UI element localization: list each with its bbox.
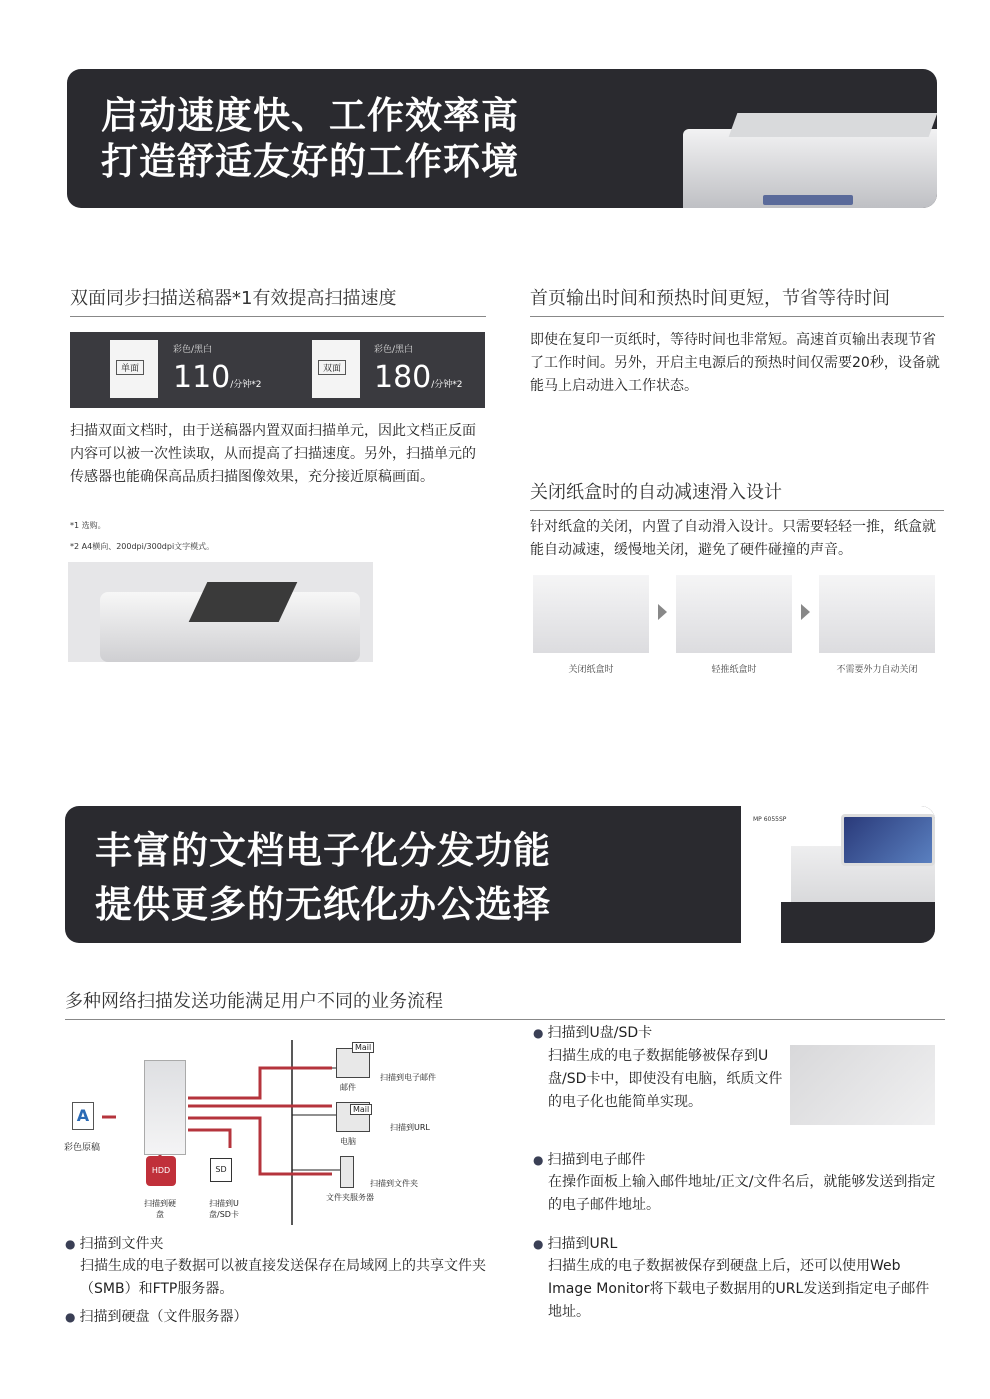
network-title: 多种网络扫描发送功能满足用户不同的业务流程 <box>65 987 945 1020</box>
scan-title: 双面同步扫描送稿器*1有效提高扫描速度 <box>70 284 486 317</box>
server-label: 文件夹服务器 <box>326 1193 374 1202</box>
doc-single-label: 单面 <box>116 360 144 375</box>
pc2-label: 电脑 <box>340 1137 356 1146</box>
original-letter: A <box>76 1106 90 1125</box>
tray-photo-2 <box>676 575 792 653</box>
scan-diagram <box>60 1030 500 1230</box>
doc-double-label: 双面 <box>318 360 346 375</box>
usb-photo <box>790 1045 935 1125</box>
speed-value-2: 180 <box>374 360 432 395</box>
tray-caption-2: 轻推纸盒时 <box>711 665 757 675</box>
banner-title-line2: 打造舒适友好的工作环境 <box>101 140 519 183</box>
tray-photo-1 <box>533 575 649 653</box>
tray-title: 关闭纸盒时的自动减速滑入设计 <box>530 478 944 511</box>
arrow1-label: 扫描到电子邮件 <box>380 1073 436 1082</box>
banner2-title-line2: 提供更多的无纸化办公选择 <box>95 883 551 926</box>
original-label: 彩色原稿 <box>64 1143 101 1153</box>
server-icon <box>340 1156 354 1188</box>
tray-caption-1: 关闭纸盒时 <box>568 665 614 675</box>
tray-arrow-1 <box>658 604 667 620</box>
arrow3-label: 扫描到文件夹 <box>370 1179 418 1188</box>
banner2-title-line1: 丰富的文档电子化分发功能 <box>95 829 551 872</box>
url-title: ● 扫描到URL <box>533 1233 617 1253</box>
folder-body: 扫描生成的电子数据可以被直接发送保存在局域网上的共享文件夹（SMB）和FTP服务器。 <box>80 1258 486 1297</box>
firstpage-title: 首页输出时间和预热时间更短，节省等待时间 <box>530 284 944 317</box>
url-body: 扫描生成的电子数据被保存到硬盘上后，还可以使用Web Image Monitor将下载电子数据用的URL发送到指定电子邮件地址。 <box>548 1258 930 1320</box>
speed-180 <box>374 360 463 395</box>
sd-text: SD <box>215 1165 227 1174</box>
scan-body: 扫描双面文档时，由于送稿器内置双面扫描单元，因此文档正反面内容可以被一次性读取，从而提高了扫描速度。另外，扫描单元的传感器也能确保高品质扫描图像效果，充分接近原稿画面。 <box>70 423 476 485</box>
adf-photo <box>68 562 373 662</box>
copier-image-2 <box>741 806 935 943</box>
banner-distribution <box>65 806 935 943</box>
speed-unit-2: /分钟*2 <box>431 380 463 390</box>
speed-value-1: 110 <box>173 360 231 395</box>
doc-icon-double <box>312 340 360 398</box>
hdd-title: ● 扫描到硬盘（文件服务器） <box>65 1306 247 1326</box>
to-hdd-label: 扫描到硬盘 <box>144 1199 176 1219</box>
tray-body: 针对纸盒的关闭，内置了自动滑入设计。只需要轻轻一推，纸盒就能自动减速，缓慢地关闭，避免了硬件碰撞的声音。 <box>530 519 936 558</box>
arrow2-label: 扫描到URL <box>390 1123 430 1132</box>
to-sd-label: 扫描到U盘/SD卡 <box>209 1199 239 1219</box>
firstpage-body: 即使在复印一页纸时，等待时间也非常短。高速首页输出表现节省了工作时间。另外，开启主电源后的预热时间仅需要20秒，设备就能马上启动进入工作状态。 <box>530 332 940 394</box>
model-label: MP 6055SP <box>753 816 787 823</box>
mode-label-1: 彩色/黑白 <box>173 345 213 355</box>
usb-body: 扫描生成的电子数据能够被保存到U盘/SD卡中，即使没有电脑，纸质文件的电子化也能简单实现。 <box>548 1048 783 1110</box>
doc-icon-single <box>110 340 158 398</box>
scan-speed-box <box>70 332 485 408</box>
email-body: 在操作面板上输入邮件地址/正文/文件名后，就能够发送到指定的电子邮件地址。 <box>548 1174 936 1213</box>
mfp-icon <box>144 1060 186 1155</box>
banner-title-line1: 启动速度快、工作效率高 <box>101 94 519 137</box>
tray-arrow-2 <box>801 604 810 620</box>
pc1-label: 邮件 <box>340 1083 356 1092</box>
banner-startup <box>67 69 937 208</box>
mode-label-2: 彩色/黑白 <box>374 345 414 355</box>
mail-tag-1: Mail <box>352 1042 374 1053</box>
usb-title: ● 扫描到U盘/SD卡 <box>533 1022 652 1042</box>
hdd-text: HDD <box>151 1166 171 1175</box>
copier-image <box>673 109 937 208</box>
tray-photo-3 <box>819 575 935 653</box>
email-title: ● 扫描到电子邮件 <box>533 1149 645 1169</box>
speed-110 <box>173 360 262 395</box>
mail-tag-2: Mail <box>350 1104 372 1115</box>
tray-caption-3: 不需要外力自动关闭 <box>836 665 918 675</box>
hdd-icon <box>146 1156 176 1186</box>
diagram-lines <box>60 1030 500 1230</box>
scan-note2: *2 A4横向、200dpi/300dpi文字模式。 <box>70 542 215 551</box>
scan-note1: *1 选购。 <box>70 521 106 530</box>
sd-icon <box>210 1158 232 1182</box>
original-doc-icon <box>72 1102 94 1130</box>
folder-title: ● 扫描到文件夹 <box>65 1233 163 1253</box>
speed-unit-1: /分钟*2 <box>230 380 262 390</box>
